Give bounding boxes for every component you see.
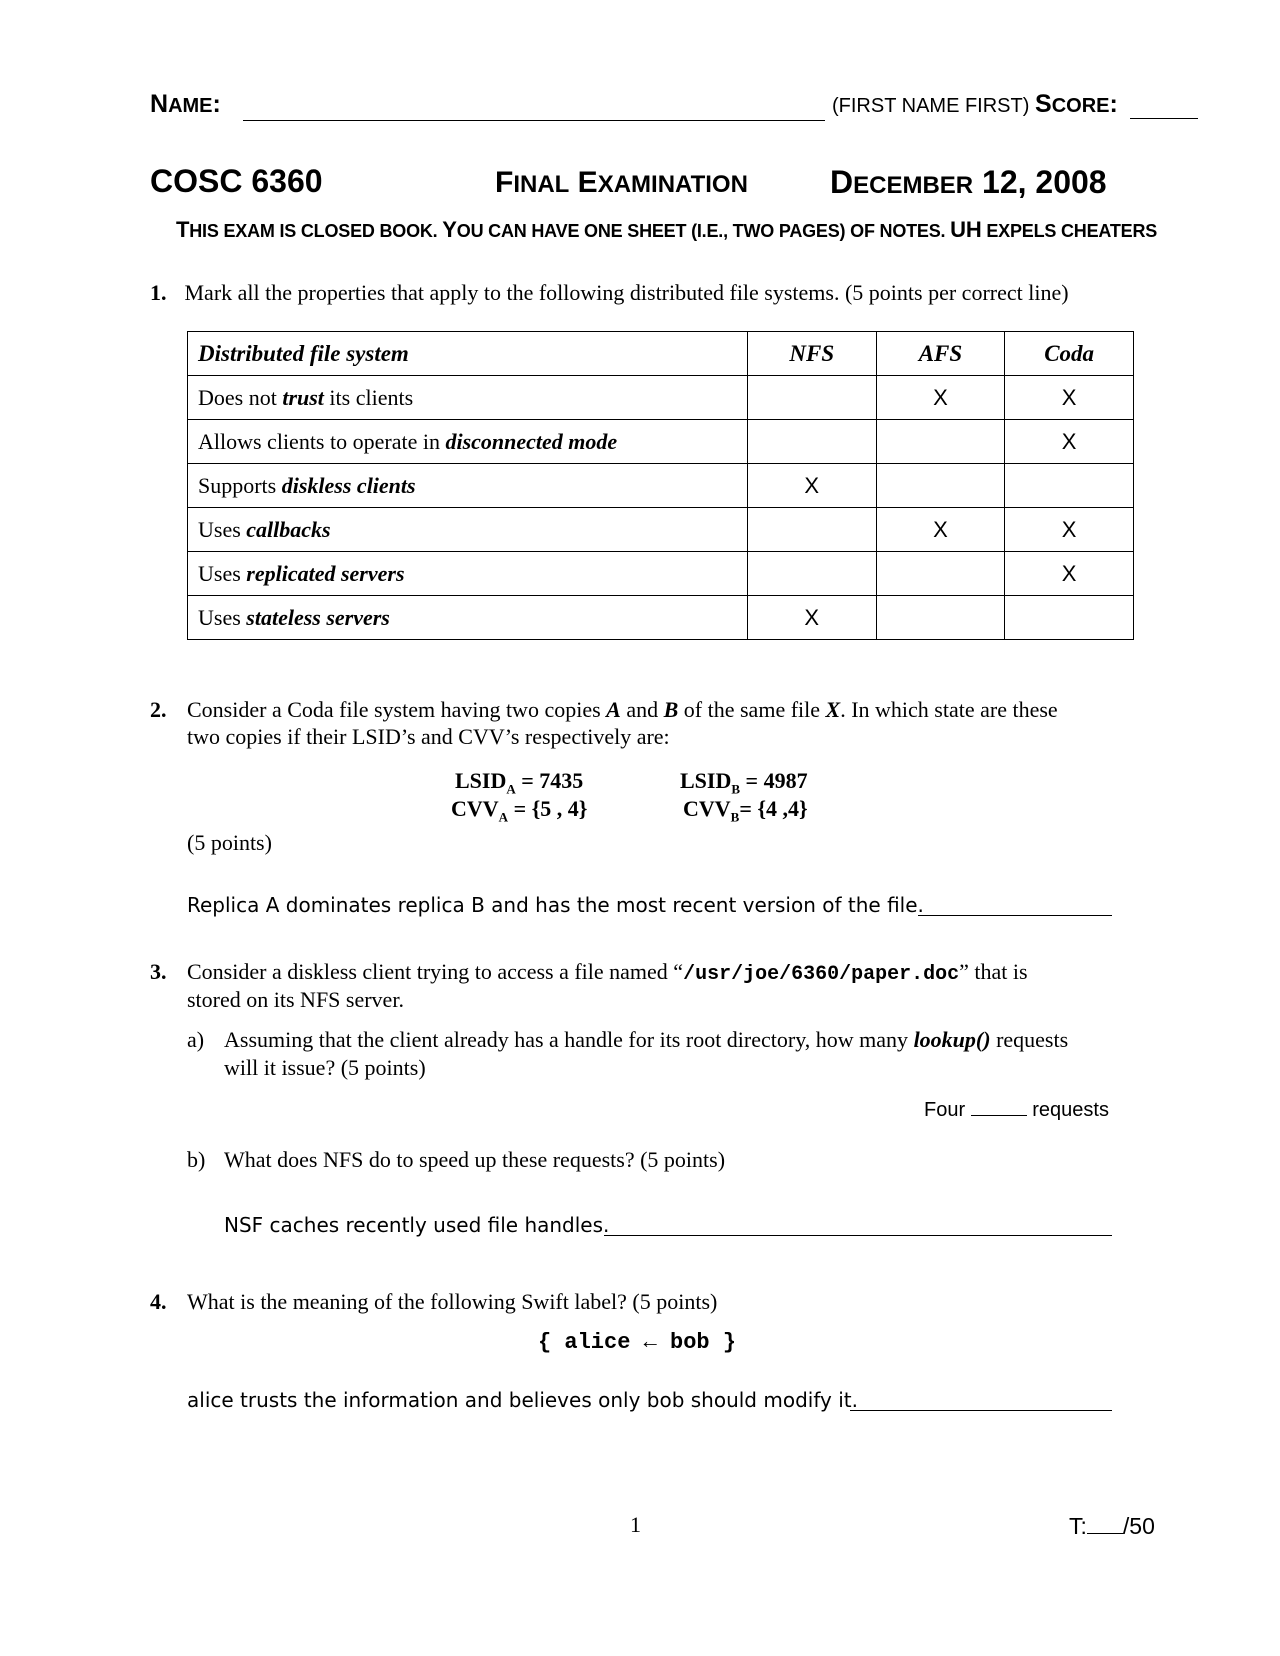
course-code: COSC 6360 [150,163,323,199]
question-2-points: (5 points) [187,830,272,855]
question-3a-answer[interactable]: Four requests [924,1095,1109,1122]
table-row [188,464,1134,508]
question-3b-answer[interactable]: NSF caches recently used file handles. [224,1213,610,1237]
col-header-nfs: NFS [747,332,876,376]
question-2-text: Consider a Coda file system having two copies A and B of the same file X. In which state are these [187,697,1058,722]
nfs-mark[interactable] [747,508,876,552]
question-3-number: 3. [150,959,167,984]
question-3a-label: a) [187,1027,205,1052]
afs-mark[interactable] [876,420,1005,464]
exam-title: FINAL EXAMINATION [495,166,748,199]
question-1: 1. Mark all the properties that apply to the following distributed file systems. (5 points per correct line) [150,280,1069,305]
name-label: NAME: [150,90,221,118]
table-row [188,508,1134,552]
cvv-a: $CVV_A = \{5$ , 4} [451,796,588,825]
property-cell: Uses callbacks [188,508,748,552]
question-2-answer[interactable]: Replica A dominates replica B and has the most recent version of the file. [187,893,924,917]
question-3-text-cont: stored on its NFS server. [187,987,404,1012]
afs-mark[interactable] [876,596,1005,640]
total-score[interactable]: T: /50 [1069,1510,1155,1540]
question-4-number: 4. [150,1289,167,1314]
answer-line [850,1410,1112,1411]
question-3-text: Consider a diskless client trying to access a file named “/usr/joe/6360/paper.doc” that is [187,959,1028,986]
table-header-row [188,332,1134,376]
nfs-mark[interactable] [747,552,876,596]
name-field[interactable] [243,90,825,121]
property-cell: Allows clients to operate in disconnected mode [188,420,748,464]
lsid-b: $LSID_B = 4987$ [680,768,808,797]
exam-rules-notice: THIS EXAM IS CLOSED BOOK. YOU CAN HAVE ONE SHEET (I.E., TWO PAGES) OF NOTES. UH EXPELS CHEATERS [176,217,1158,242]
nfs-mark[interactable] [747,420,876,464]
question-3b-label: b) [187,1147,206,1172]
coda-mark[interactable] [1005,596,1134,640]
question-3b-text: What does NFS do to speed up these requests? (5 points) [224,1147,726,1172]
coda-mark[interactable]: X [1005,420,1134,464]
coda-mark[interactable]: X [1005,552,1134,596]
col-header-system: Distributed file system [188,332,748,376]
page-number: 1 [630,1512,641,1537]
cvv-b: $CVV_B= \{4$ ,4} [683,796,808,825]
answer-line [604,1235,1112,1236]
afs-mark[interactable]: X [876,376,1005,420]
question-4-answer[interactable]: alice trusts the information and believes only bob should modify it. [187,1388,858,1412]
afs-mark[interactable] [876,464,1005,508]
col-header-afs: AFS [876,332,1005,376]
properties-table [187,331,1134,640]
coda-mark[interactable]: X [1005,376,1134,420]
question-3a-text: Assuming that the client already has a handle for its root directory, how many lookup() requests [224,1027,1069,1052]
property-cell: Supports diskless clients [188,464,748,508]
table-row [188,596,1134,640]
question-2-text-cont: two copies if their LSID’s and CVV’s respectively are: [187,724,670,749]
coda-mark[interactable]: X [1005,508,1134,552]
first-name-note: (FIRST NAME FIRST) [832,95,1030,117]
swift-label: { alice ← bob } [538,1330,737,1355]
question-3a-text-cont: will it issue? (5 points) [224,1055,426,1080]
question-4-text: What is the meaning of the following Swift label? (5 points) [187,1289,718,1314]
answer-line [918,915,1112,916]
coda-mark[interactable] [1005,464,1134,508]
table-row [188,376,1134,420]
nfs-mark[interactable] [747,376,876,420]
exam-date: DECEMBER 12, 2008 [830,164,1107,200]
question-2-number: 2. [150,697,167,722]
nfs-mark[interactable]: X [747,596,876,640]
nfs-mark[interactable]: X [747,464,876,508]
col-header-coda: Coda [1005,332,1134,376]
lsid-a: $LSID_A = 7435$ [455,768,584,797]
afs-mark[interactable] [876,552,1005,596]
table-row [188,552,1134,596]
property-cell: Does not trust its clients [188,376,748,420]
property-cell: Uses replicated servers [188,552,748,596]
property-cell: Uses stateless servers [188,596,748,640]
score-label: SCORE: [1035,90,1118,118]
score-field[interactable] [1130,118,1198,119]
table-row [188,420,1134,464]
afs-mark[interactable]: X [876,508,1005,552]
